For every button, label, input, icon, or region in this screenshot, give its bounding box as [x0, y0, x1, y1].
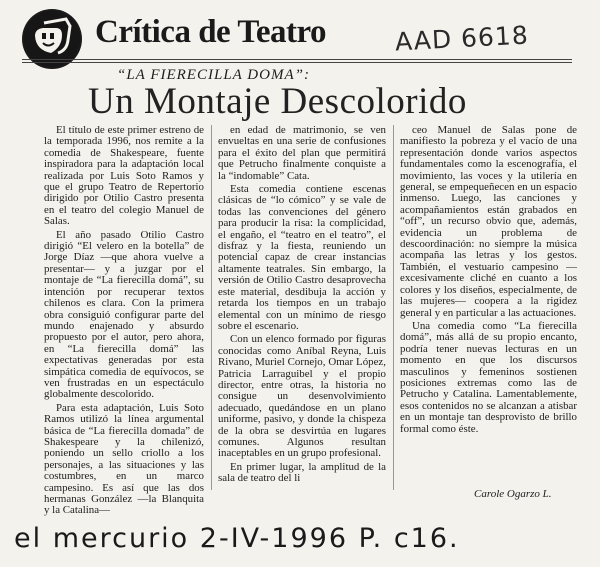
- paragraph: El año pasado Otilio Castro dirigió “El velero en la botella” de Jorge Díaz —que ahora vuelve a presentar— y a juzgar por el montaje de “La fierecilla domá”, su intención por recuperar textos chilenos es clara. Con la primera obra consiguió configurar parte del mundo enajenado y absurdo propuesto por el autor, pero ahora, en “La fierecilla domá” las expectativas generadas por esta simpática comedia de equívocos, se ven frustradas en un espectáculo globalmente descolorido.: [44, 228, 204, 401]
- article-column-1: [44, 124, 204, 517]
- header-rule: [22, 59, 572, 60]
- handwritten-source-note: el mercurio 2-IV-1996 P. c16.: [14, 523, 460, 554]
- paragraph: El título de este primer estreno de la temporada 1996, nos remite a la comedia de Shakespeare, fuente inspiradora para la adaptación local realizada por Luis Soto Ramos y que el grupo Teatro de Repertorio dirigido por Otilio Castro presenta en el teatro del colegio Manuel de Salas.: [44, 124, 204, 228]
- article-byline: Carole Ogarzo L.: [474, 488, 552, 500]
- theater-masks-icon: [22, 9, 82, 69]
- paragraph: Esta comedia contiene escenas clásicas de “lo cómico” y se vale de todas las convenciones del género para producir la risa: la complicidad, el engaño, el “teatro en el teatro”, el disfraz y la fiesta, reuniendo un potencial capaz de crear instancias altamente teatrales. Sin embargo, la versión de Otilio Castro desaprovecha este material, desdibuja la acción y retarda los tiempos en un trabajo elemental con un mínimo de riesgo sobre el escenario.: [218, 183, 386, 332]
- header-rule-thin: [22, 62, 572, 63]
- article-column-3: [400, 125, 577, 493]
- column-divider: [393, 125, 394, 490]
- section-title: Crítica de Teatro: [95, 14, 327, 50]
- paragraph: en edad de matrimonio, se ven envueltas en una serie de confusiones para el éxito del plan que permitirá que Petrucho finalmente conquiste a la “indomable” Cata.: [218, 124, 386, 182]
- paragraph: Con un elenco formado por figuras conocidas como Aníbal Reyna, Luis Rivano, Muriel Cornejo, Omar López, Patricia Larraguibel y el propio director, entre otras, la historia no consigue un desenvolvimiento adecuado, quedándose en un plano uniforme, pasivo, y donde la chispeza de la obra se desvirtúa en lugares comunes. Algunos resultan inaceptables en un grupo profesional.: [218, 333, 386, 460]
- archive-stamp: AAD 6618: [394, 20, 530, 57]
- article-kicker: “LA FIERECILLA DOMA”:: [117, 67, 310, 83]
- paragraph: En primer lugar, la amplitud de la sala de teatro del li: [218, 460, 386, 485]
- theater-masks-logo: [22, 9, 82, 69]
- column-divider: [211, 125, 212, 490]
- article-headline: Un Montaje Descolorido: [88, 81, 467, 122]
- paragraph: Para esta adaptación, Luis Soto Ramos utilizó la línea argumental básica de “La fierecilla domada” de Shakespeare y la chilenizó, poniendo un sello criollo a los personajes, a las situaciones y las costumbres, en un marco campesino. Es así que las dos hermanas González —la Blanquita y la Catalina—: [44, 401, 204, 517]
- paragraph: ceo Manuel de Salas pone de manifiesto la pobreza y el vacío de una representación donde varios aspectos fundamentales como la escenografía, el movimiento, las voces y la utilería en general, se empequeñecen en un espacio inmenso. Luego, las canciones y acompañamientos están grabados en “off”, un recurso obvio que, además, evidencia un problema de descoordinación: no siempre la música acompaña las letras y los gestos. También, el vestuario campesino —excesivamente cliché en cuanto a los colores y los diseños, especialmente, de las mujeres— coopera a la rigidez general y en particular a las actuaciones.: [400, 124, 577, 319]
- paragraph: Una comedia como “La fierecilla domá”, más allá de su propio encanto, podría tener nuevas lecturas en un momento en que los discursos masculinos y femeninos sostienen posiciones extremas como las de Petrucho y Catalina. Lamentablemente, esos contenidos no se alcanzan a atisbar en un montaje tan desprovisto de brillo formal como éste.: [400, 319, 577, 435]
- article-column-2: [218, 125, 386, 493]
